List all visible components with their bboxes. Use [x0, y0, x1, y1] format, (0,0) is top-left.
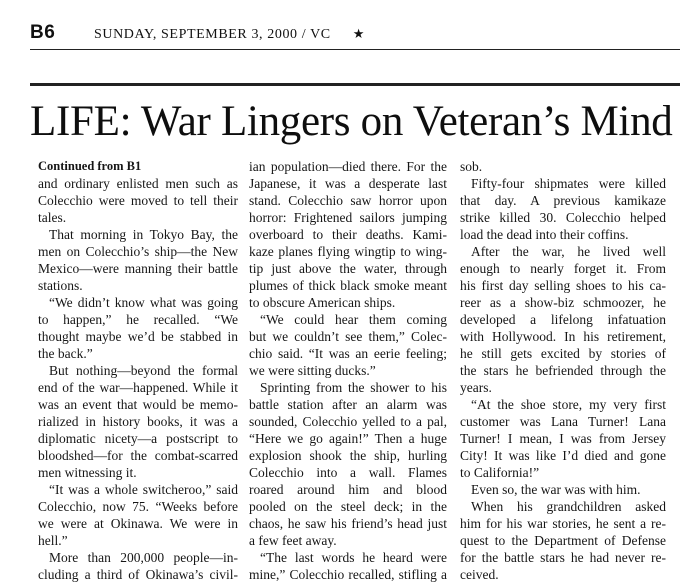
article-line: load the dead into their coffins.: [460, 227, 629, 242]
article-line: hell.”: [38, 533, 68, 548]
article-line: stations.: [38, 278, 83, 293]
article-column-3: [460, 158, 666, 582]
article-line: sob.: [460, 159, 483, 174]
article-line: More than 200,000 people—in-: [49, 550, 238, 565]
article-line: After the war, he lived well: [471, 244, 666, 259]
article-line: pooled on the steel deck; in the: [249, 499, 447, 514]
article-line: customer was Lana Turner! Lana: [460, 414, 666, 429]
article-line: City! It was like I’d died and gone: [460, 448, 666, 463]
article-line: we were at Okinawa. We were in: [38, 516, 238, 531]
article-line: tales.: [38, 210, 67, 225]
article-line: that day. A previous kamikaze: [460, 193, 666, 208]
article-line: chio said. “It was an eerie feeling;: [249, 346, 447, 361]
article-line: men witnessing it.: [38, 465, 137, 480]
dateline: SUNDAY, SEPTEMBER 3, 2000 / VC: [94, 27, 331, 42]
article-line: “We could hear them coming: [260, 312, 447, 327]
article-line: explosion shook the ship, hurling: [249, 448, 447, 463]
article-line: end of the war—happened. While it: [38, 380, 238, 395]
article-line: Mexico—were manning their battle: [38, 261, 238, 276]
article-line: developed a lifelong infatuation: [460, 312, 666, 327]
section-rule: [30, 83, 680, 86]
article-line: “At the shoe store, my very first: [471, 397, 666, 412]
headline: LIFE: War Lingers on Veteran’s Mind: [30, 98, 673, 145]
article-line: Japanese, it was a desperate last: [249, 176, 447, 191]
article-line: strike killed 30. Colecchio helped: [460, 210, 666, 225]
star-icon: ★: [352, 26, 365, 41]
page-header: [30, 22, 680, 48]
article-line: chaos, he saw his friend’s head just: [249, 516, 447, 531]
article-line: enough to nearly forget it. From: [460, 261, 666, 276]
article-line: sounded, Colecchio yelled to a pal,: [249, 414, 447, 429]
article-line: thought maybe we’d be stabbed in: [38, 329, 238, 344]
article-line: When his grandchildren asked: [471, 499, 666, 514]
article-line: plumes of thick black smoke meant: [249, 278, 447, 293]
article-line: and ordinary enlisted men such as: [38, 176, 238, 191]
article-line: we were sitting ducks.”: [249, 363, 376, 378]
article-line: overboard to their deaths. Kami-: [249, 227, 447, 242]
header-rule: [30, 49, 680, 50]
article-line: ian population—died there. For the: [249, 159, 447, 174]
article-line: was an event that would be memo-: [38, 397, 238, 412]
article-line: Even so, the war was with him.: [471, 482, 641, 497]
continued-from-label: Continued from B1: [38, 159, 142, 173]
article-line: the stars he befriended through the: [460, 363, 666, 378]
page-number: B6: [30, 22, 56, 43]
article-line: horror: Frightened sailors jumping: [249, 210, 447, 225]
article-line: “The last words he heard were: [260, 550, 447, 565]
article-line: to happen,” he recalled. “We: [38, 312, 238, 327]
article-line: stand. Colecchio saw horror upon: [249, 193, 447, 208]
article-line: he still gets excited by stories of: [460, 346, 666, 361]
article-line: battle station after an alarm was: [249, 397, 447, 412]
article-line: That morning in Tokyo Bay, the: [49, 227, 238, 242]
article-line: “Here we go again!” Then a huge: [249, 431, 447, 446]
article-line: “It was a whole switcheroo,” said: [49, 482, 238, 497]
article-line: quest to the Department of Defense: [460, 533, 666, 548]
article-line: Colecchio, now 75. “Weeks before: [38, 499, 238, 514]
article-line: diplomatic nicety—a postscript to: [38, 431, 238, 446]
article-line: cluding a third of Okinawa’s civil-: [38, 567, 238, 582]
article-line: Colecchio into a wall. Flames: [249, 465, 447, 480]
article-line: for the battle stars he had never re-: [460, 550, 666, 565]
article-column-2: [249, 158, 447, 582]
article-line: a few feet away.: [249, 533, 337, 548]
article-line: Colecchio were moved to tell their: [38, 193, 238, 208]
article-column-1: [38, 158, 238, 582]
article-line: reer as a show-biz schmoozer, he: [460, 295, 666, 310]
article-line: men on Colecchio’s ship—the New: [38, 244, 238, 259]
article-line: roared around him and blood: [249, 482, 447, 497]
article-line: his first day selling shoes to his ca-: [460, 278, 666, 293]
article-line: with Hollywood. In his retirement,: [460, 329, 666, 344]
article-line: but we couldn’t see them,” Colec-: [249, 329, 447, 344]
article-line: Sprinting from the shower to his: [260, 380, 447, 395]
article-line: rialized in history books, it was a: [38, 414, 238, 429]
article-line: But nothing—beyond the formal: [49, 363, 238, 378]
article-line: to California!”: [460, 465, 540, 480]
article-line: him for his war stories, he sent a re-: [460, 516, 666, 531]
article-line: Fifty-four shipmates were killed: [471, 176, 666, 191]
article-line: tip just above the water, through: [249, 261, 447, 276]
article-line: ceived.: [460, 567, 499, 582]
article-line: years.: [460, 380, 492, 395]
article-line: to obscure American ships.: [249, 295, 396, 310]
article-line: bloodshed—for the combat-scarred: [38, 448, 238, 463]
article-line: Turner! I mean, I was from Jersey: [460, 431, 666, 446]
article-line: the back.”: [38, 346, 93, 361]
article-line: “We didn’t know what was going: [49, 295, 238, 310]
article-line: kaze planes flying wingtip to wing-: [249, 244, 447, 259]
article-line: mine,” Colecchio recalled, stifling a: [249, 567, 447, 582]
